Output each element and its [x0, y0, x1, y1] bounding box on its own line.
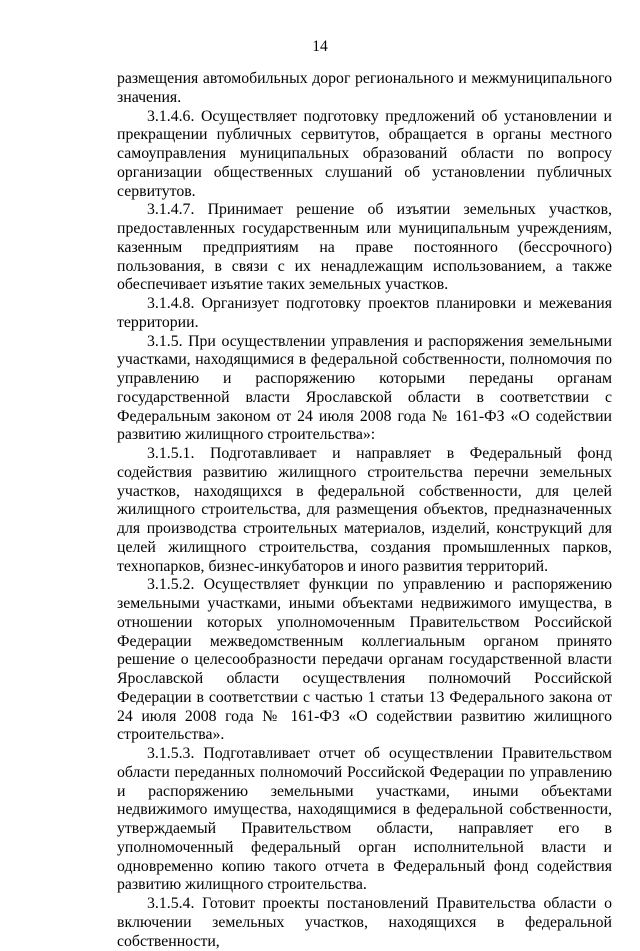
- paragraph-3-1-5-3: 3.1.5.3. Подготавливает отчет об осуществлении Правительством области переданных полномочий Российской Федерации по управлению и распоряжению земельными участками, иными объектами недвижимого имущества, находящимися в федеральной собственности, утверждаемый Правительством области, направляет его в уполномоченный федеральный орган исполнительной власти и одновременно копию такого отчета в Федеральный фонд содействия развитию жилищного строительства.: [117, 745, 612, 894]
- paragraph-3-1-5-2: 3.1.5.2. Осуществляет функции по управлению и распоряжению земельными участками, иными объектами недвижимого имущества, в отношении которых уполномоченным Правительством Российской Федерации межведомственным коллегиальным органом принято решение о целесообразности передачи органам государственной власти Ярославской области осуществления полномочий Российской Федерации в соответствии с частью 1 статьи 13 Федерального закона от 24 июля 2008 года № 161-ФЗ «О содействии развитию жилищного строительства».: [117, 576, 612, 744]
- paragraph-3-1-5-4: 3.1.5.4. Готовит проекты постановлений Правительства области о включении земельных участков, находящихся в федеральной собственности,: [117, 895, 612, 950]
- paragraph-3-1-5: 3.1.5. При осуществлении управления и распоряжения земельными участками, находящимися в федеральной собственности, полномочия по управлению и распоряжению которыми переданы органам государственной власти Ярославской области в соответствии с Федеральным законом от 24 июля 2008 года № 161-ФЗ «О содействии развитию жилищного строительства»:: [117, 332, 612, 444]
- paragraph-3-1-5-1: 3.1.5.1. Подготавливает и направляет в Федеральный фонд содействия развитию жилищного строительства перечни земельных участков, находящихся в федеральной собственности, для целей жилищного строительства, для размещения объектов, предназначенных для производства строительных материалов, изделий, конструкций для целей жилищного строительства, создания промышленных парков, технопарков, бизнес-инкубаторов и иного развития территорий.: [117, 445, 612, 575]
- page-number: 14: [312, 38, 328, 55]
- paragraph: размещения автомобильных дорог регионального и межмуниципального значения.: [117, 70, 612, 106]
- paragraph-3-1-4-6: 3.1.4.6. Осуществляет подготовку предложений об установлении и прекращении публичных сервитутов, обращается в органы местного самоуправления муниципальных образований области по вопросу организации общественных слушаний об установлении публичных сервитутов.: [117, 107, 612, 200]
- document-body: [117, 70, 612, 951]
- paragraph-3-1-4-8: 3.1.4.8. Организует подготовку проектов планировки и межевания территории.: [117, 295, 612, 331]
- paragraph-3-1-4-7: 3.1.4.7. Принимает решение об изъятии земельных участков, предоставленных государственным или муниципальным учреждениям, казенным предприятиям на праве постоянного (бессрочного) пользования, в связи с их ненадлежащим использованием, а также обеспечивает изъятие таких земельных участков.: [117, 201, 612, 294]
